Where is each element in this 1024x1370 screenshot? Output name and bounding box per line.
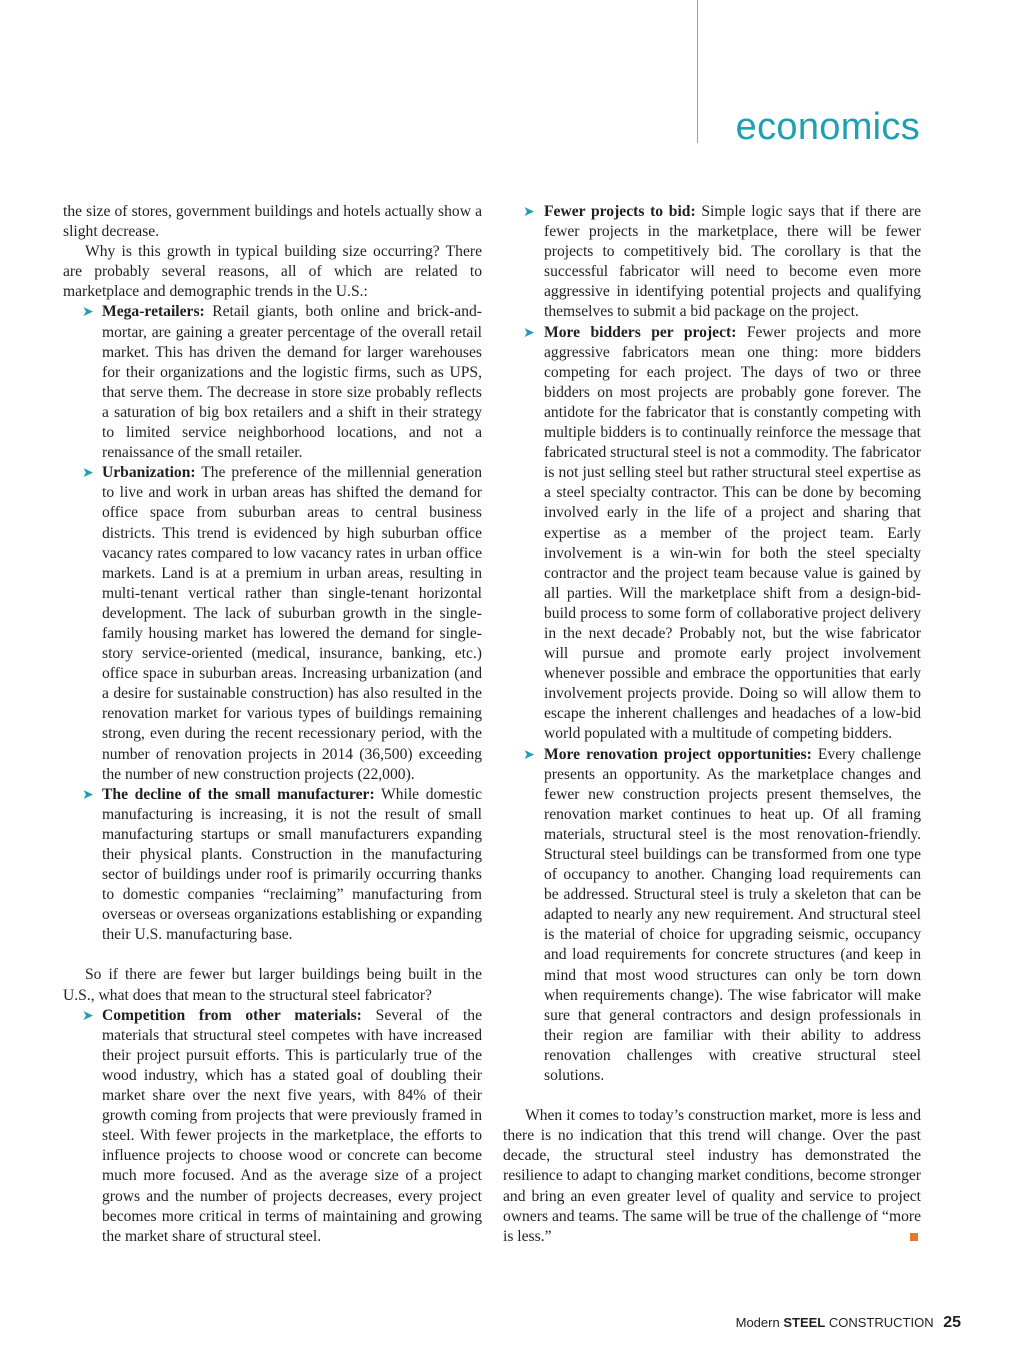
list-item xyxy=(503,202,921,323)
list-item xyxy=(503,323,921,745)
arrowhead-bullet-icon: ➤ xyxy=(523,746,535,763)
left-column xyxy=(63,202,482,1247)
bullet-text: Fewer projects and more aggressive fabricators mean one thing: more bidders competing for each project. The days of two or three bidders on most projects are probably gone forever. The antidote for the fabricator that is constantly competing with multiple bidders is to continually reinforce the message that fabricated structural steel is not a commodity. The fabricator is not just selling steel but rather structural steel expertise as a steel specialty contractor. This can be done by becoming involved early in the life of a project and sharing that expertise as a member of the project team. Early involvement is a win-win for both the steel specialty contractor and the project team because value is gained by all parties. Will the marketplace shift from a design-bid-build process to some form of collaborative project delivery in the next decade? Probably not, but the wise fabricator will pursue and promote early project involvement whenever possible and embrace the opportunities that early involvement projects provide. Doing so will allow them to escape the inherent challenges and headaches of a low-bid world populated with a multitude of competing bidders. xyxy=(544,323,921,743)
arrowhead-bullet-icon: ➤ xyxy=(82,465,94,482)
bullet-title: The decline of the small manufacturer: xyxy=(102,785,375,803)
arrowhead-bullet-icon: ➤ xyxy=(82,304,94,321)
right-column xyxy=(503,202,921,1247)
bullet-text: The preference of the millennial generation to live and work in urban areas has shifted the demand for office space from suburban areas to central business districts. This trend is evidenced by high suburban office vacancy rates compared to low vacancy rates in urban office markets. Land is at a premium in urban areas, resulting in multi-tenant vertical rather than single-tenant horizontal development. The lack of suburban growth in the single-family housing market has lowered the demand for single-story service-oriented (medical, insurance, banking, etc.) office space in suburban areas. Increasing urbanization (and a desire for sustainable construction) has also resulted in the renovation market for various types of buildings remaining strong, even during the recent recessionary period, with the number of renovation projects in 2014 (36,500) exceeding the number of new construction projects (22,000). xyxy=(102,464,482,783)
list-item xyxy=(63,463,482,785)
list-item xyxy=(63,785,482,946)
bullet-title: Competition from other materials: xyxy=(102,1006,362,1024)
header-divider xyxy=(697,0,698,143)
paragraph: the size of stores, government buildings and hotels actually show a slight decrease. xyxy=(63,203,482,241)
bullet-title: Mega-retailers: xyxy=(102,303,205,321)
bullet-title: More renovation project opportunities: xyxy=(544,745,812,763)
page-footer xyxy=(736,1313,961,1333)
end-mark-square-icon xyxy=(910,1233,918,1241)
bullet-text: While domestic manufacturing is increasing, it is not the result of small manufacturing startups or small manufacturers expanding their physical plants. Construction in the manufacturing sector of buildings under roof is primarily occurring thanks to domestic companies “reclaiming” manufacturing from overseas or overseas organizations establishing or expanding their U.S. manufacturing base. xyxy=(102,785,482,944)
list-item xyxy=(63,1006,482,1247)
bullet-text: Every challenge presents an opportunity. As the marketplace changes and fewer new construction projects present themselves, the renovation market continues to heat up. Of all framing materials, structural steel is the most renovation-friendly. Structural steel buildings can be transformed from one type of occupancy to another. Changing load requirements can be addressed. Structural steel is truly a skeleton that can be adapted to nearly any new requirement. And structural steel is the material of choice for upgrading seismic, occupancy and load requirements for concrete structures (and keep in mind that most wood structures can only be torn down when requirements change). The wise fabricator will make sure that general contractors and design professionals in their region are familiar with their ability to address renovation challenges with creative structural steel solutions. xyxy=(544,745,921,1085)
magazine-name-steel: STEEL xyxy=(783,1315,826,1330)
arrowhead-bullet-icon: ➤ xyxy=(82,1007,94,1024)
list-item xyxy=(63,302,482,463)
paragraph: So if there are fewer but larger buildings being built in the U.S., what does that mean to the structural steel fabricator? xyxy=(63,966,482,1004)
magazine-name-construction: CONSTRUCTION xyxy=(828,1315,934,1330)
bullet-title: More bidders per project: xyxy=(544,323,737,341)
page-number: 25 xyxy=(943,1314,961,1331)
bullet-text: Several of the materials that structural steel competes with have increased their project pursuit efforts. This is particularly true of the wood industry, which has a stated goal of doubling their market share over the next five years, with 84% of their growth coming from projects that were previously framed in steel. With fewer projects in the marketplace, the efforts to influence projects to choose wood or concrete can become much more focused. And as the average size of a project grows and the number of projects decreases, every project becomes more critical in terms of maintaining and growing the market share of structural steel. xyxy=(102,1006,482,1245)
bullet-list xyxy=(63,302,482,945)
arrowhead-bullet-icon: ➤ xyxy=(523,204,535,220)
magazine-name-modern: Modern xyxy=(735,1315,780,1330)
bullet-text: Simple logic says that if there are fewer projects in the marketplace, there will be fewer projects to competitively bid. The corollary is that the successful fabricator will need to become even more aggressive in identifying potential projects and qualifying themselves to submit a bid package on the project. xyxy=(544,203,921,321)
paragraph: Why is this growth in typical building size occurring? There are probably several reasons, all of which are related to marketplace and demographic trends in the U.S.: xyxy=(63,243,482,301)
closing-paragraph xyxy=(503,1106,921,1247)
list-item xyxy=(503,745,921,1087)
bullet-title: Urbanization: xyxy=(102,464,196,482)
bullet-list xyxy=(503,202,921,1086)
bullet-text: Retail giants, both online and brick-and-mortar, are gaining a greater percentage of the overall retail market. This has driven the demand for larger warehouses for their organizations and the logistic firms, such as UPS, that serve them. The decrease in store size probably reflects a saturation of big box retailers and a shift in their strategy to limited service neighborhood locations, and not a renaissance of the small retailer. xyxy=(102,303,482,462)
bullet-list xyxy=(63,1006,482,1247)
section-title: economics xyxy=(735,106,920,148)
arrowhead-bullet-icon: ➤ xyxy=(82,786,94,803)
arrowhead-bullet-icon: ➤ xyxy=(523,324,535,341)
closing-text: When it comes to today’s construction market, more is less and there is no indication that this trend will change. Over the past decade, the structural steel industry has demonstrated the resilience to adapt to changing market conditions, become stronger and bring an even greater level of quality and service to project owners and teams. The same will be true of the challenge of “more is less.” xyxy=(503,1107,921,1245)
bullet-title: Fewer projects to bid: xyxy=(544,203,696,220)
